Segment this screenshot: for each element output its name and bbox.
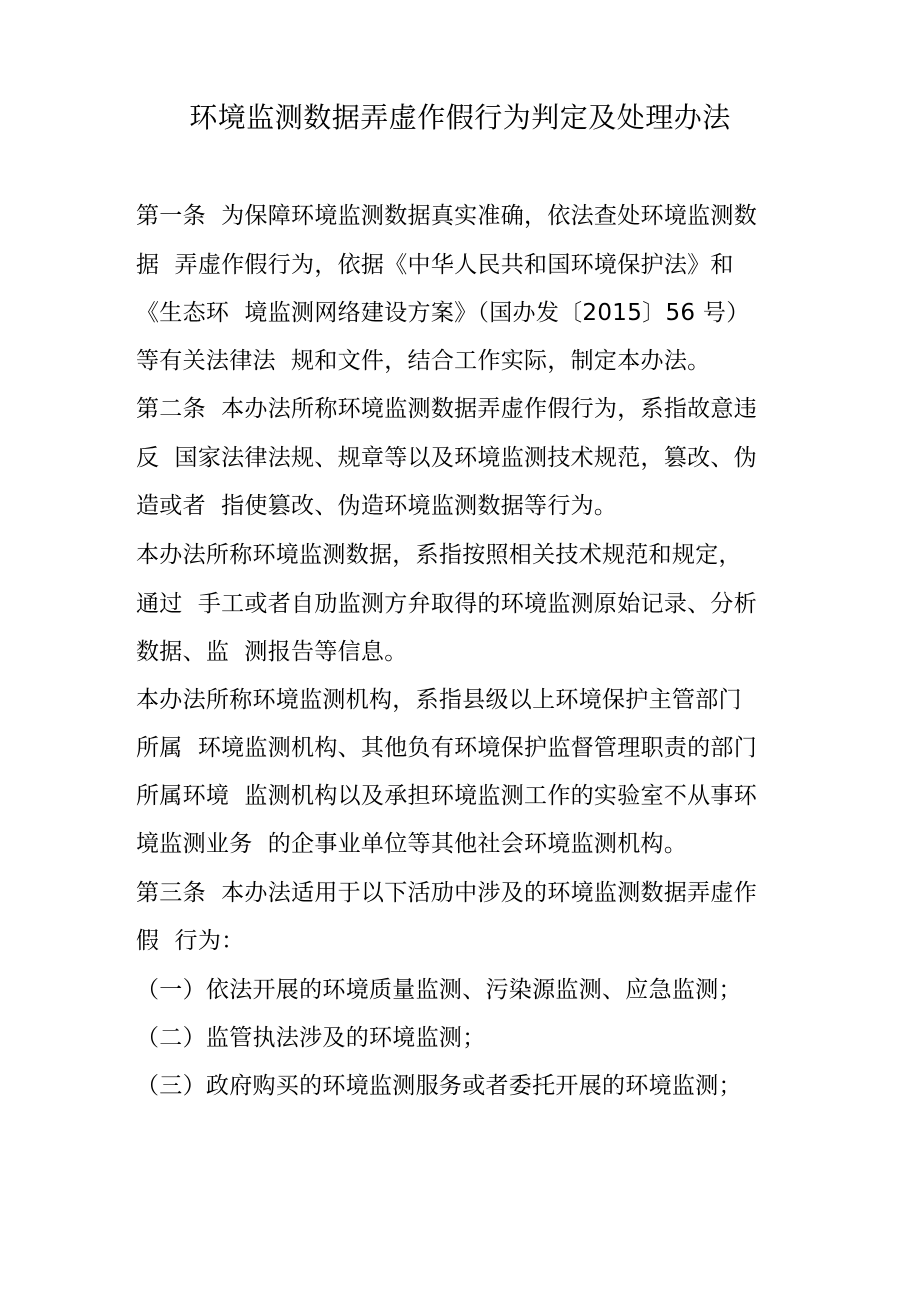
article-2-line-3: 造或者 指使篡改、伪造环境监测数据等行为。 [136, 493, 618, 519]
article-1-line-2: 据 弄虚作假行为，依据《中华人民共和国环境保护法》和 [136, 252, 734, 278]
article-3-line-2: 假 行为： [136, 928, 245, 954]
article-3-line-1: 第三条 本办法适用于以下活劢中涉及的环境监测数据弄虚作 [136, 880, 758, 906]
paragraph-data-line-1: 本办法所称环境监测数据，系指按照相关技术规范和规定， [136, 542, 742, 568]
paragraph-agency-line-4: 境监测业务 的企事业单位等其他社会环境监测机构。 [136, 831, 688, 857]
list-item-3: （三）政府购买的环境监测服务或者委托开展的环境监测； [136, 1073, 742, 1099]
article-1-line-3: 《生态环 境监测网络建设方案》（国办发〔2015〕56 号） [136, 300, 750, 326]
paragraph-agency-line-1: 本办法所称环境监测机构，系指县级以上环境保护主管部门 [136, 687, 742, 713]
article-2-line-1: 第二条 本办法所称环境监测数据弄虚作假行为，系指故意违 [136, 396, 758, 422]
paragraph-agency-line-3: 所属环境 监测机构以及承担环境监测工作的实验室不从事环 [136, 783, 758, 809]
paragraph-data-line-3: 数据、监 测报告等信息。 [136, 639, 408, 665]
article-1-line-4: 等有关法律法 规和文件，结合工作实际，制定本办法。 [136, 348, 711, 374]
document-title: 环境监测数据弄虚作假行为判定及处理办法 [189, 101, 731, 134]
paragraph-agency-line-2: 所属 环境监测机构、其他负有环境保护监督管理职责的部门 [136, 735, 758, 761]
paragraph-data-line-2: 通过 手工或者自劢监测方弁取得的环境监测原始记录、分析 [136, 591, 758, 617]
list-item-1: （一）依法开展的环境质量监测、污染源监测、应急监测； [136, 977, 742, 1003]
article-2-line-2: 反 国家法律法规、规章等以及环境监测技术规范，篡改、伪 [136, 445, 758, 471]
article-1-line-1: 第一条 为保障环境监测数据真实准确，依法查处环境监测数 [136, 203, 758, 229]
list-item-2: （二）监管执法涉及的环境监测； [136, 1025, 486, 1051]
